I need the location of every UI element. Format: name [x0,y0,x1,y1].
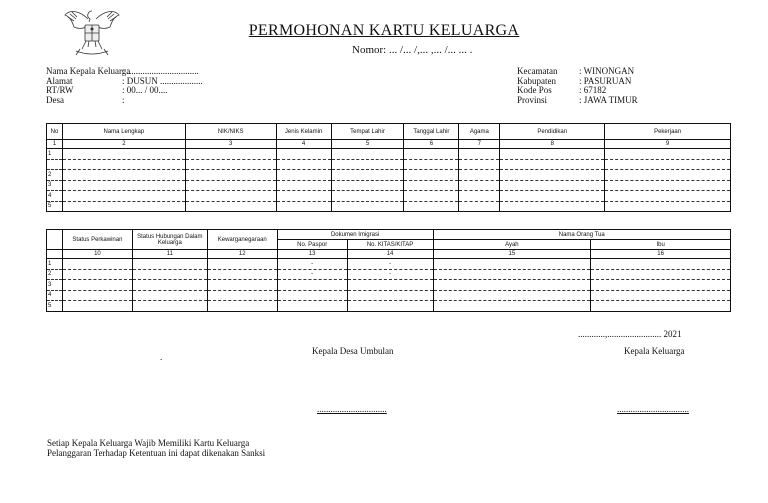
cell[interactable] [185,191,276,202]
cell[interactable] [185,149,276,160]
col-group-header: Dokumen Imigrasi [277,230,433,240]
col-header: Pendidikan [500,124,605,140]
cell[interactable] [605,191,731,202]
cell[interactable] [500,201,605,212]
table-row [47,180,731,191]
info-label: Kecamatan [517,66,558,76]
col-number: 15 [433,250,591,259]
cell[interactable] [62,201,185,212]
row-number: 2 [47,269,63,280]
footer-notes [47,438,265,458]
col-number: 13 [277,250,347,259]
cell[interactable] [404,191,459,202]
cell[interactable] [459,201,500,212]
col-number: 1 [47,140,63,149]
col-number: 16 [591,250,731,259]
cell[interactable] [276,149,331,160]
stray-mark: . [160,352,163,362]
cell-paspor[interactable] [277,290,347,301]
cell[interactable] [591,259,731,270]
cell[interactable] [591,301,731,312]
signer-village-head: Kepala Desa Umbulan [312,346,394,356]
row-number [47,159,63,170]
cell[interactable] [62,269,132,280]
col-header: Ayah [433,240,591,250]
cell[interactable] [500,180,605,191]
info-label: Desa [46,94,64,105]
cell[interactable] [207,301,277,312]
cell[interactable] [132,280,207,291]
cell[interactable] [605,201,731,212]
info-value: : WINONGAN [579,66,635,76]
cell[interactable] [433,290,591,301]
table-row [47,290,731,301]
cell[interactable] [132,269,207,280]
col-number: 2 [62,140,185,149]
col-header: Pekerjaan [605,124,731,140]
table-row [47,170,731,181]
cell[interactable] [276,201,331,212]
info-value: : 67182 [579,85,607,95]
col-number: 3 [185,140,276,149]
col-header: Kewarganegaraan [207,230,277,250]
table-row [47,259,731,270]
col-number: 12 [207,250,277,259]
col-number: 10 [62,250,132,259]
cell[interactable] [62,191,185,202]
row-number: 4 [47,290,63,301]
cell[interactable] [62,290,132,301]
cell[interactable] [605,149,731,160]
document-number: Nomor: ... /... /,... ,... /... ... . [352,44,473,56]
note-line: Setiap Kepala Keluarga Wajib Memiliki Kartu Keluarga [47,438,250,448]
cell-kitas[interactable] [347,301,433,312]
page-title: PERMOHONAN KARTU KELUARGA [248,22,520,39]
col-header: Tanggal Lahir [404,124,459,140]
blank-header [47,230,63,250]
cell[interactable] [500,149,605,160]
info-label: Provinsi [517,94,548,105]
col-header: No [47,124,63,140]
col-header: Status Perkawinan [62,230,132,250]
col-header: Jenis Kelamin [276,124,331,140]
info-value: : 00... / 00.... [122,85,168,95]
cell[interactable] [331,159,404,170]
cell[interactable] [331,170,404,181]
row-number: 4 [47,191,63,202]
col-header: Tempat Lahir [331,124,404,140]
cell-paspor[interactable]: - [277,259,347,270]
row-number: 5 [47,201,63,212]
cell-paspor[interactable]: - [277,269,347,280]
info-label: Kode Pos [517,85,552,95]
cell[interactable] [459,149,500,160]
cell[interactable] [132,290,207,301]
cell[interactable] [500,170,605,181]
table-row [47,149,731,160]
cell[interactable] [207,280,277,291]
cell-kitas[interactable]: - [347,259,433,270]
cell[interactable] [404,180,459,191]
col-number: 8 [500,140,605,149]
signer-family-head: Kepala Keluarga [624,346,685,356]
cell-paspor[interactable] [277,280,347,291]
signature-date: ............,........................ 2021 [578,329,682,339]
col-number: 7 [459,140,500,149]
cell[interactable] [459,180,500,191]
family-details-table [46,229,731,312]
cell[interactable] [276,180,331,191]
cell[interactable] [591,269,731,280]
cell[interactable] [404,159,459,170]
cell[interactable] [185,170,276,181]
col-number: 14 [347,250,433,259]
family-members-table [46,123,731,212]
cell[interactable] [331,201,404,212]
col-number: 9 [605,140,731,149]
note-line: Pelanggaran Terhadap Ketentuan ini dapat dikenakan Sanksi [47,448,266,458]
row-number: 1 [47,259,63,270]
info-row-desa [46,96,203,106]
cell[interactable] [459,159,500,170]
table-row [47,301,731,312]
col-group-header: Nama Orang Tua [433,230,730,240]
cell[interactable] [185,159,276,170]
signature-line-right: ................................ [617,404,689,414]
cell[interactable] [276,159,331,170]
col-number: 5 [331,140,404,149]
row-number: 1 [47,149,63,160]
cell[interactable] [433,259,591,270]
col-number [47,250,63,259]
cell[interactable] [276,191,331,202]
info-value: : PASURUAN [579,75,632,86]
row-number: 3 [47,180,63,191]
col-header: No. Paspor [277,240,347,250]
cell[interactable] [62,149,185,160]
cell[interactable] [132,259,207,270]
cell[interactable] [404,149,459,160]
cell[interactable] [62,280,132,291]
table-row [47,159,731,170]
cell[interactable] [132,301,207,312]
cell[interactable] [62,180,185,191]
info-row-provinsi [517,96,638,106]
info-label: Kabupaten [517,75,556,86]
cell-kitas[interactable] [347,280,433,291]
cell[interactable] [185,201,276,212]
cell[interactable] [207,290,277,301]
cell[interactable] [404,201,459,212]
info-value: : [122,94,125,105]
cell[interactable] [62,259,132,270]
col-header: No. KITAS/KITAP [347,240,433,250]
cell[interactable] [591,280,731,291]
cell[interactable] [207,269,277,280]
info-label: RT/RW [46,85,74,95]
signature-line-left: ............................... [317,404,387,414]
region-info [517,67,638,105]
cell[interactable] [331,180,404,191]
cell[interactable] [185,180,276,191]
cell[interactable] [605,170,731,181]
row-number: 5 [47,301,63,312]
table-row [47,201,731,212]
cell[interactable] [459,191,500,202]
household-info [46,67,203,105]
info-value: : DUSUN ................... [122,75,203,86]
col-header: Ibu [591,240,731,250]
cell[interactable] [433,280,591,291]
col-header: NIK/NIKS [185,124,276,140]
cell[interactable] [207,259,277,270]
cell[interactable] [459,170,500,181]
info-label: Nama Kepala Keluarga [46,66,131,76]
info-value: : ................................ [122,66,199,76]
cell[interactable] [62,159,185,170]
col-header: Status Hubungan Dalam Keluarga [132,230,207,250]
cell[interactable] [433,301,591,312]
cell-kitas[interactable] [347,290,433,301]
col-header: Agama [459,124,500,140]
cell[interactable] [404,170,459,181]
cell[interactable] [62,170,185,181]
table-row [47,280,731,291]
cell[interactable] [591,290,731,301]
cell-paspor[interactable] [277,301,347,312]
info-label: Alamat [46,75,73,86]
table-row [47,191,731,202]
cell[interactable] [500,191,605,202]
cell[interactable] [433,269,591,280]
cell[interactable] [605,180,731,191]
row-number: 2 [47,170,63,181]
col-number: 6 [404,140,459,149]
col-header: Nama Lengkap [62,124,185,140]
cell-kitas[interactable]: - [347,269,433,280]
cell[interactable] [62,301,132,312]
cell[interactable] [276,170,331,181]
cell[interactable] [331,191,404,202]
cell[interactable] [605,159,731,170]
cell[interactable] [331,149,404,160]
info-value: : JAWA TIMUR [579,94,638,105]
col-number: 11 [132,250,207,259]
table-row [47,269,731,280]
col-number: 4 [276,140,331,149]
row-number: 3 [47,280,63,291]
cell[interactable] [500,159,605,170]
